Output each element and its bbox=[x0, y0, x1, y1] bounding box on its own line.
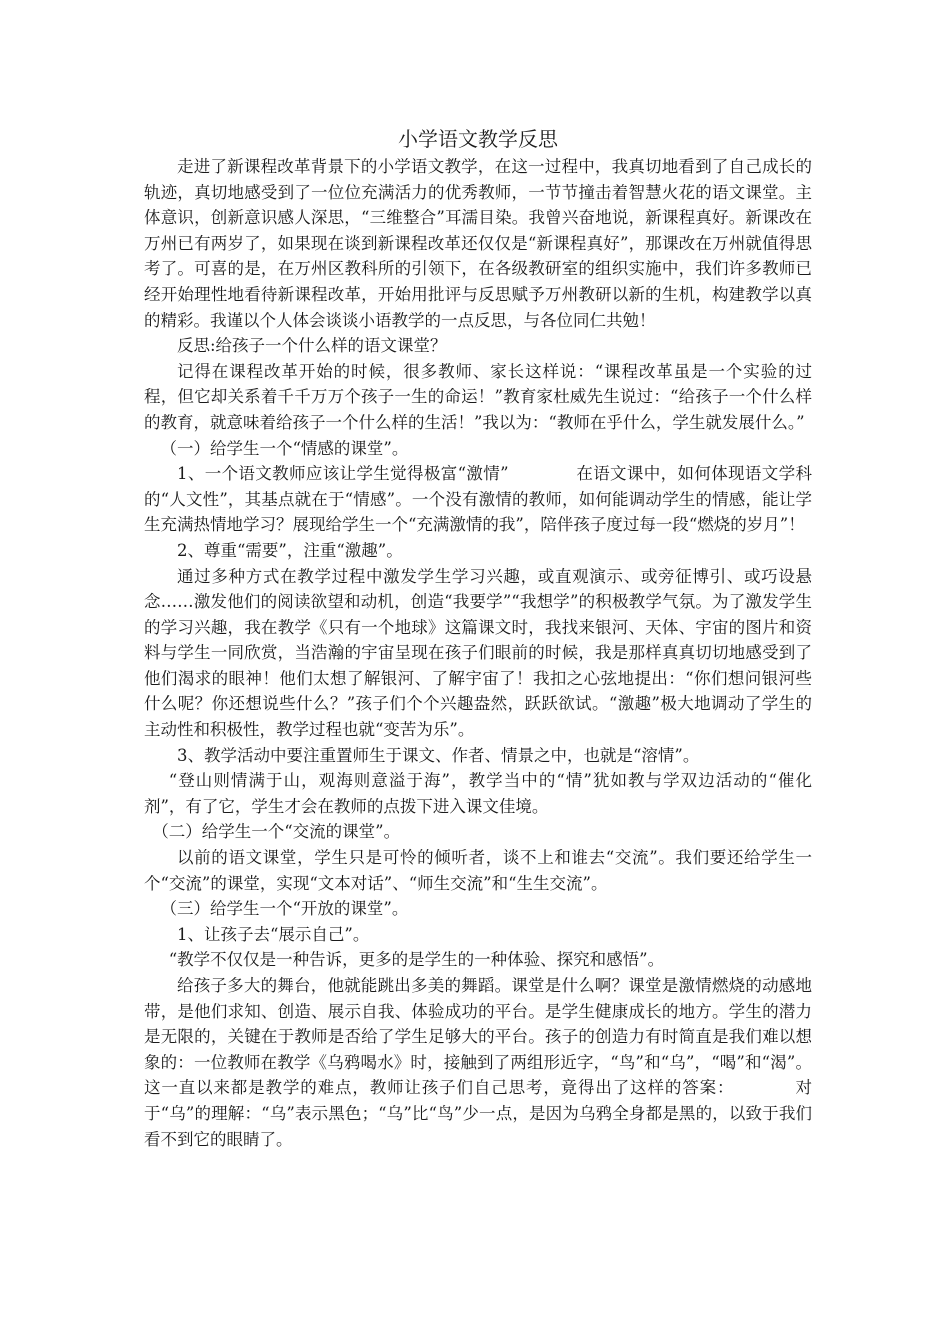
paragraph-blend-emotion: 3、教学活动中要注重置师生于课文、作者、情景之中，也就是“溶情”。 bbox=[177, 745, 700, 765]
document-title: 小学语文教学反思 bbox=[398, 127, 558, 151]
paragraph-respect-needs: 2、尊重“需要”，注重“激趣”。 bbox=[177, 540, 403, 560]
paragraph-communication: 以前的语文课堂，学生只是可怜的倾听者，谈不上和谁去“交流”。我们要还给学生一个“交流”的课堂，实现“文本对话”、“师生交流”和“生生交流”。 bbox=[144, 848, 812, 893]
paragraph-passion: 1、一个语文教师应该让学生觉得极富“激情” 在语文课中，如何体现语文学科的“人文性”，其基点就在于“情感”。一个没有激情的教师，如何能调动学生的情感，能让学生充满热情地学习？展现给学生一个“充满激情的我”，陪伴孩子度过每一段“燃烧的岁月”！ bbox=[144, 464, 812, 535]
document-page bbox=[144, 124, 812, 1152]
paragraph-stage: 给孩子多大的舞台，他就能跳出多美的舞蹈。课堂是什么啊？课堂是激情燃烧的动感地带，是他们求知、创造、展示自我、体验成功的平台。是学生健康成长的地方。学生的潜力是无限的，关键在于教师是否给了学生足够大的平台。孩子的创造力有时简直是我们难以想象的：一位教师在教学《乌鸦喝水》时，接触到了两组形近字，“鸟”和“乌”，“喝”和“渴”。这一直以来都是教学的难点，教师让孩子们自己思考，竟得出了这样的答案： 对于“乌”的理解：“乌”表示黑色；“乌”比“鸟”少一点，是因为乌鸦全身都是黑的，以致于我们看不到它的眼睛了。 bbox=[144, 976, 812, 1149]
paragraph-intro: 走进了新课程改革背景下的小学语文教学，在这一过程中，我真切地看到了自己成长的轨迹，真切地感受到了一位位充满活力的优秀教师，一节节撞击着智慧火花的语文课堂。主体意识，创新意识感人深思，“三维整合”耳濡目染。我曾兴奋地说，新课程真好。新课改在万州已有两岁了，如果现在谈到新课程改革还仅仅是“新课程真好”，那课改在万州就值得思考了。可喜的是，在万州区教科所的引领下，在各级教研室的组织实施中，我们许多教师已经开始理性地看待新课程改革，开始用批评与反思赋予万州教研以新的生机，构建教学以真的精彩。我谨以个人体会谈谈小语教学的一点反思，与各位同仁共勉！ bbox=[144, 157, 812, 330]
section-heading-emotion: （一）给学生一个“情感的课堂”。 bbox=[160, 438, 409, 458]
paragraph-curriculum-quote: 记得在课程改革开始的时候，很多教师、家长这样说：“课程改革虽是一个实验的过程，但它却关系着千千万万个孩子一生的命运！”教育家杜威先生说过：“给孩子一个什么样的教育，就意味着给孩子一个什么样的生活！”我以为：“教师在乎什么，学生就发展什么。” bbox=[144, 361, 812, 432]
paragraph-mountain-quote: “登山则情满于山，观海则意溢于海”，教学当中的“情”犹如教与学双边活动的“催化剂”，有了它，学生才会在教师的点拨下进入课文佳境。 bbox=[144, 771, 812, 816]
paragraph-interest: 通过多种方式在教学过程中激发学生学习兴趣，或直观演示、或旁征博引、或巧设悬念……激发他们的阅读欲望和动机，创造“我要学”“我想学”的积极教学气氛。为了激发学生的学习兴趣，我在教学《只有一个地球》这篇课文时，我找来银河、天体、宇宙的图片和资料与学生一同欣赏，当浩瀚的宇宙呈现在孩子们眼前的时候，我是那样真真切切地感受到了他们渴求的眼神！他们太想了解银河、了解宇宙了！我扣之心弦地提出：“你们想问银河些什么呢？你还想说些什么？”孩子们个个兴趣盎然，跃跃欲试。“激趣”极大地调动了学生的主动性和积极性，教学过程也就“变苦为乐”。 bbox=[144, 566, 812, 740]
paragraph-show-yourself: 1、让孩子去“展示自己”。 bbox=[177, 924, 370, 944]
section-heading-open: （三）给学生一个“开放的课堂”。 bbox=[160, 899, 409, 919]
paragraph-teaching-quote: “教学不仅仅是一种告诉，更多的是学生的一种体验、探究和感悟”。 bbox=[168, 950, 665, 970]
section-heading-communication: （二）给学生一个“交流的课堂”。 bbox=[152, 822, 401, 842]
paragraph-reflection-heading: 反思:给孩子一个什么样的语文课堂？ bbox=[177, 336, 447, 356]
